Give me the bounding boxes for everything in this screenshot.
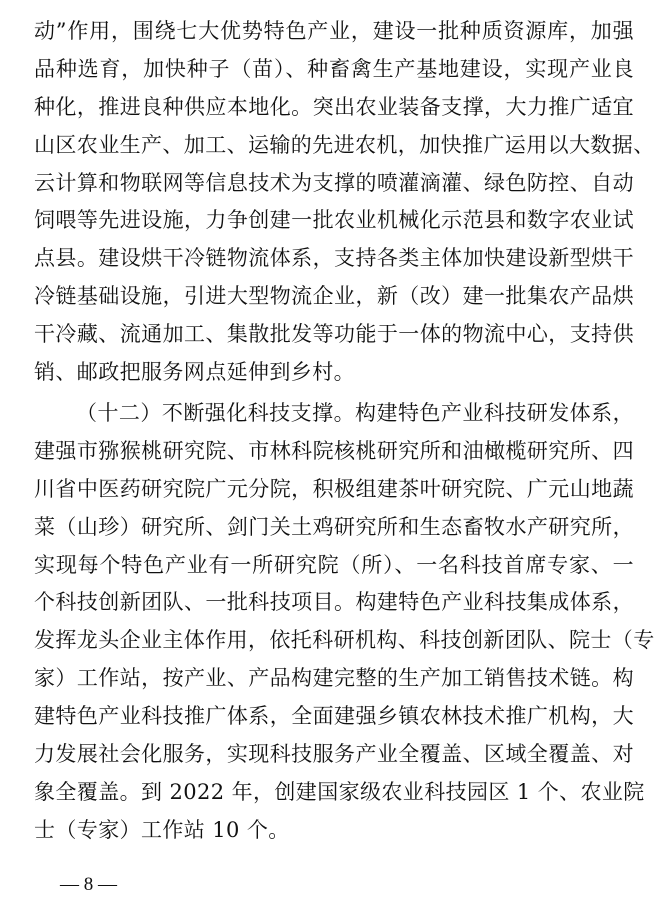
paragraph-tech-support: [34, 395, 655, 850]
text-line: 云计算和物联网等信息技术为支撑的喷灌滴灌、绿色防控、自动: [34, 170, 634, 195]
text-line: 建强市猕猴桃研究院、市林科院核桃研究所和油橄榄研究所、四: [34, 438, 634, 463]
text-line: 力发展社会化服务，实现科技服务产业全覆盖、区域全覆盖、对: [34, 742, 634, 767]
text-line: 实现每个特色产业有一所研究院（所）、一名科技首席专家、一: [34, 552, 634, 577]
text-line: 发挥龙头企业主体作用，依托科研机构、科技创新团队、院士（专: [34, 628, 655, 653]
page-number: — 8 —: [60, 874, 117, 895]
text-line: 家）工作站，按产业、产品构建完整的生产加工销售技术链。构: [34, 666, 634, 691]
text-line: 点县。建设烘干冷链物流体系，支持各类主体加快建设新型烘干: [34, 246, 634, 271]
text-line: 建特色产业科技推广体系，全面建强乡镇农林技术推广机构，大: [34, 704, 634, 729]
text-line: 动”作用，围绕七大优势特色产业，建设一批种质资源库，加强: [34, 19, 634, 43]
section-heading-line: （十二）不断强化科技支撑。构建特色产业科技研发体系，: [76, 401, 634, 425]
text-line: 菜（山珍）研究所、剑门关土鸡研究所和生态畜牧水产研究所，: [34, 514, 634, 539]
text-line: 饲喂等先进设施，力争创建一批农业机械化示范县和数字农业试: [34, 208, 634, 233]
text-line: 士（专家）工作站 10 个。: [34, 817, 290, 842]
text-line: 干冷藏、流通加工、集散批发等功能于一体的物流中心，支持供: [34, 322, 634, 347]
text-line: 山区农业生产、加工、运输的先进农机，加快推广运用以大数据、: [34, 132, 655, 157]
text-line: 销、邮政把服务网点延伸到乡村。: [34, 360, 355, 385]
text-line: 象全覆盖。到 2022 年，创建国家级农业科技园区 1 个、农业院: [34, 779, 645, 804]
text-line: 冷链基础设施，引进大型物流企业，新（改）建一批集农产品烘: [34, 284, 634, 309]
text-line: 川省中医药研究院广元分院，积极组建茶叶研究院、广元山地蔬: [34, 476, 634, 501]
text-line: 个科技创新团队、一批科技项目。构建特色产业科技集成体系，: [34, 590, 634, 615]
paragraph-agri-equipment: [34, 13, 655, 392]
text-line: 种化，推进良种供应本地化。突出农业装备支撑，大力推广适宜: [34, 94, 634, 119]
text-line: 品种选育，加快种子（苗）、种畜禽生产基地建设，实现产业良: [34, 56, 634, 81]
